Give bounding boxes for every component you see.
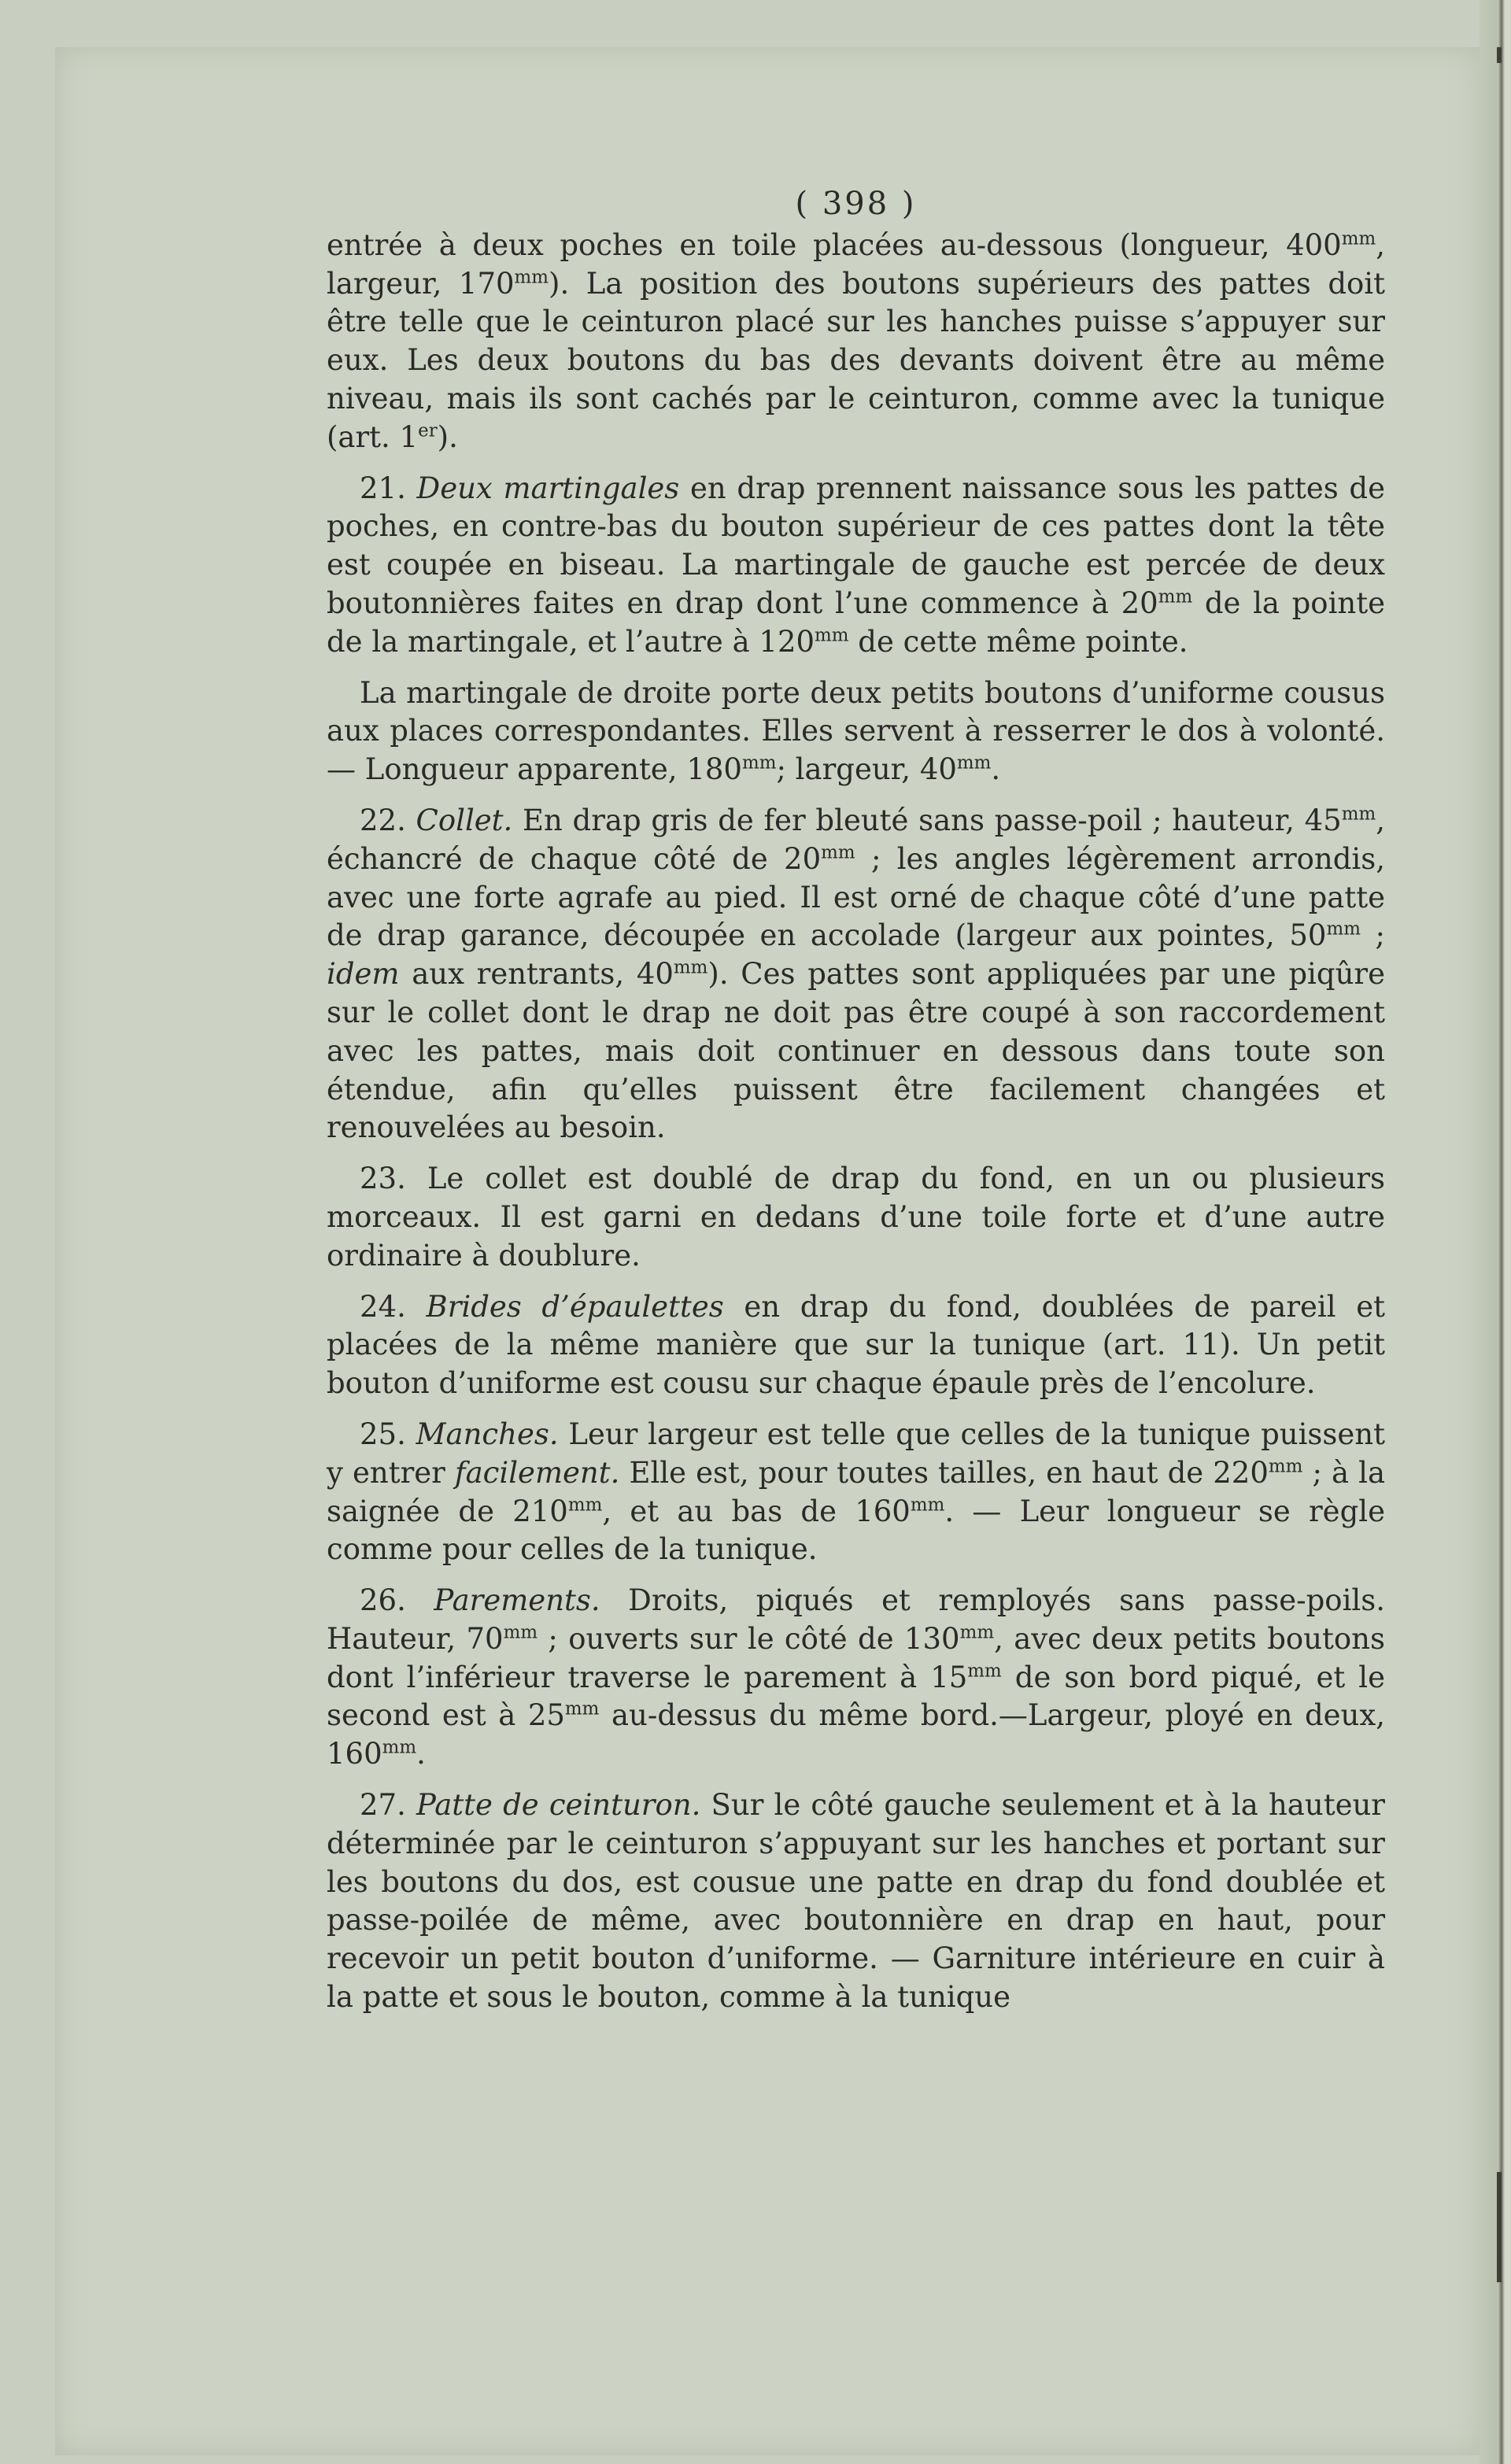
italic-heading: Brides d’épaulettes	[426, 1289, 724, 1324]
binding-mark	[1497, 47, 1502, 63]
text-run: ;	[1360, 918, 1386, 953]
text-run: ). Ces pattes sont appliquées par une piqûre sur le collet dont le drap ne doit pas être coupé à son raccordement avec les pattes, mais doit continuer en dessous dans toute son étendue, afin qu’elles puissent être facilement changées et renouvelées au besoin.	[327, 957, 1385, 1145]
superscript-unit: mm	[503, 1622, 538, 1643]
superscript-unit: mm	[514, 267, 549, 288]
text-run: 25.	[360, 1417, 416, 1451]
superscript-unit: mm	[1341, 803, 1376, 825]
paragraph-p22	[327, 802, 1385, 1147]
text-run: Droits, piqués et remployés sans passe-poils. Hauteur, 70	[327, 1583, 1385, 1656]
page-text	[327, 185, 1385, 2030]
superscript-unit: mm	[1268, 1456, 1303, 1477]
text-run: 22.	[360, 803, 416, 837]
superscript-unit: mm	[956, 752, 992, 774]
binding-mark	[1497, 2172, 1502, 2282]
italic-heading: Deux martingales	[416, 471, 680, 505]
text-run: 21.	[360, 471, 417, 505]
superscript-unit: mm	[382, 1737, 417, 1758]
superscript-unit: mm	[815, 625, 849, 646]
text-run: . — Leur longueur se règle comme pour celles de la tunique.	[327, 1494, 1385, 1567]
text-run: entrée à deux poches en toile placées au-dessous (longueur, 400	[327, 227, 1342, 262]
text-run: La martingale de droite porte deux petits boutons d’uniforme cousus aux places correspondantes. Elles servent à resserrer le dos à volonté. — Longueur apparente, 180	[327, 675, 1385, 787]
italic-heading: Collet.	[416, 803, 513, 837]
superscript-unit: mm	[910, 1494, 945, 1516]
text-run: ; largeur, 40	[776, 752, 957, 787]
text-run: En drap gris de fer bleuté sans passe-poil ; hauteur, 45	[512, 803, 1342, 837]
superscript-unit: mm	[567, 1494, 603, 1516]
text-run: de cette même pointe.	[848, 624, 1188, 659]
superscript-unit: mm	[564, 1699, 600, 1720]
paragraph-p26	[327, 1582, 1385, 1774]
superscript-unit: mm	[741, 752, 777, 774]
text-run: , et au bas de 160	[602, 1494, 911, 1528]
text-run: ; ouverts sur le côté de 130	[538, 1621, 960, 1656]
superscript-unit: mm	[1158, 586, 1193, 608]
text-run: 26.	[360, 1583, 434, 1618]
page-number: ( 398 )	[795, 186, 917, 222]
text-run: , largeur, 170	[327, 227, 1385, 301]
text-run: ; à la saignée de 210	[327, 1455, 1386, 1528]
superscript-unit: mm	[967, 1661, 1002, 1682]
text-run: de la pointe de la martingale, et l’autre à 120	[327, 586, 1385, 659]
italic-heading: Manches.	[416, 1417, 559, 1451]
text-run: ). La position des boutons supérieurs des pattes doit être telle que le ceinturon placé sur les hanches puisse s’appuyer sur eux. Les deux boutons du bas des devants doivent être au même niveau, mais ils sont cachés par le ceinturon, comme avec la tunique (art. 1	[327, 266, 1385, 454]
text-run: de son bord piqué, et le second est à 25	[327, 1660, 1385, 1733]
superscript-unit: er	[418, 420, 438, 441]
superscript-unit: mm	[959, 1622, 995, 1643]
paragraph-p21	[327, 470, 1385, 662]
text-run: .	[991, 752, 1001, 787]
text-run: en drap du fond, doublées de pareil et placées de la même manière que sur la tunique (art. 11). Un petit bouton d’uniforme est cousu sur chaque épaule près de l’encolure.	[327, 1289, 1386, 1401]
text-run: , avec deux petits boutons dont l’inférieur traverse le parement à 15	[327, 1621, 1385, 1694]
superscript-unit: mm	[673, 957, 708, 978]
text-run: , échancré de chaque côté de 20	[327, 803, 1385, 876]
paragraph-p24	[327, 1288, 1385, 1403]
superscript-unit: mm	[1341, 228, 1376, 249]
text-run: Sur le côté gauche seulement et à la hauteur déterminée par le ceinturon s’appuyant sur les hanches et portant sur les boutons du dos, est cousue une patte en drap du fond doublée et passe-poilée de même, avec boutonnière en drap en haut, pour recevoir un petit bouton d’uniforme. — Garniture intérieure en cuir à la patte et sous le bouton, comme à la tunique	[327, 1788, 1385, 2015]
paragraphs-container	[327, 227, 1385, 2017]
paragraph-p20_cont	[327, 227, 1385, 457]
text-run: 27.	[360, 1788, 416, 1823]
italic-heading: facilement.	[454, 1455, 620, 1490]
text-run: ; les angles légèrement arrondis, avec une forte agrafe au pied. Il est orné de chaque côté d’une patte de drap garance, découpée en accolade (largeur aux pointes, 50	[327, 841, 1385, 953]
text-run: en drap prennent naissance sous les pattes de poches, en contre-bas du bouton supérieur de ces pattes dont la tête est coupée en biseau. La martingale de gauche est percée de deux boutonnières faites en drap dont l’une commence à 20	[327, 471, 1386, 620]
paragraph-p21b	[327, 674, 1385, 789]
text-run: Leur largeur est telle que celles de la tunique puissent y entrer	[327, 1417, 1385, 1490]
paragraph-p25	[327, 1416, 1385, 1569]
italic-heading: idem	[327, 957, 400, 992]
text-run: 24.	[360, 1289, 427, 1324]
text-run: ).	[437, 419, 458, 454]
italic-heading: Parements.	[434, 1583, 600, 1618]
text-run: 23. Le collet est doublé de drap du fond, en un ou plusieurs morceaux. Il est garni en dedans d’une toile forte et d’une autre ordinaire à doublure.	[327, 1162, 1385, 1273]
paragraph-p27	[327, 1786, 1385, 2017]
text-run: Elle est, pour toutes tailles, en haut de 220	[619, 1455, 1269, 1490]
italic-heading: Patte de ceinturon.	[416, 1788, 701, 1823]
text-run: aux rentrants, 40	[399, 957, 674, 992]
page-edge	[1480, 0, 1511, 2464]
text-run: .	[416, 1737, 426, 1771]
superscript-unit: mm	[1326, 919, 1361, 940]
paragraph-p23	[327, 1160, 1385, 1275]
text-run: au-dessus du même bord.—Largeur, ployé en deux, 160	[327, 1698, 1385, 1771]
superscript-unit: mm	[821, 842, 855, 863]
